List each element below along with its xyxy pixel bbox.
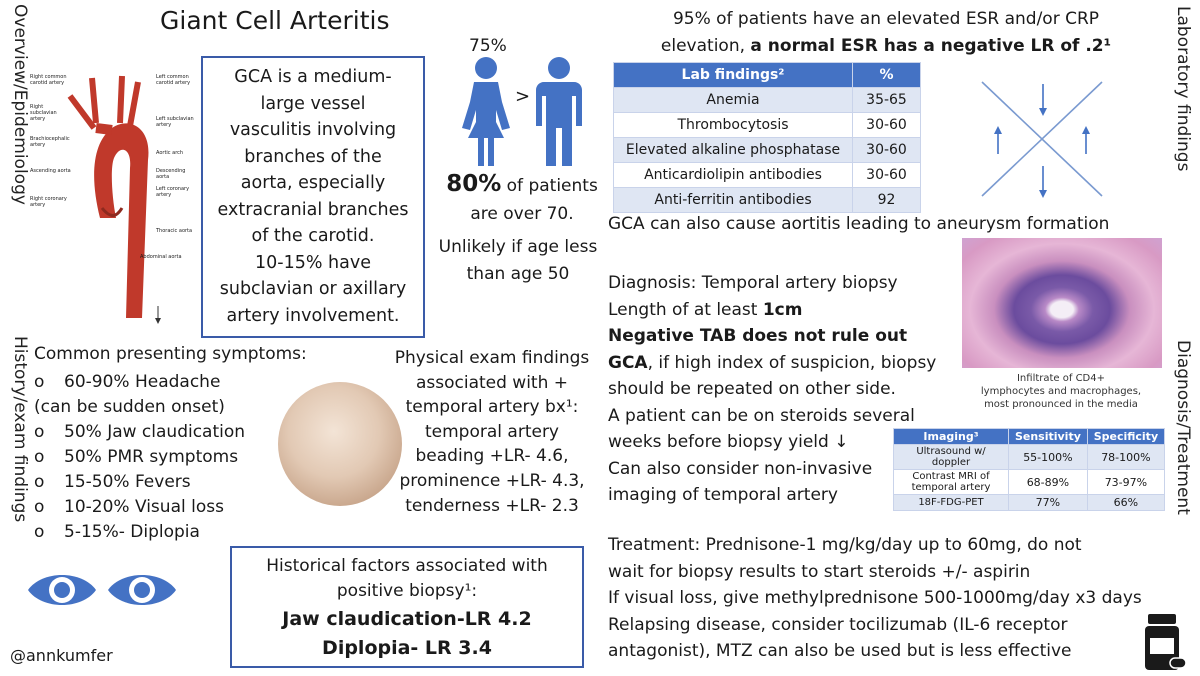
histology-caption-line: most pronounced in the media [984,399,1138,410]
label-brachiocephalic: Brachiocephalic artery [30,136,70,148]
symptom-text: 15-50% Fevers [64,472,191,492]
physical-exam-line: temporal artery bx¹: [405,397,579,418]
lab-percent-cell: 35-65 [853,88,921,113]
symptom-text: 60-90% Headache [64,372,221,392]
lab-percent-cell: 92 [853,188,921,213]
imaging-sensitivity-cell: 68-89% [1009,470,1088,495]
imaging-table-row [894,445,1165,470]
lab-trend-arrows [978,74,1108,206]
lab-finding-cell: Elevated alkaline phosphatase [614,138,853,163]
imaging-table-row [894,470,1165,495]
physical-exam-line: tenderness +LR- 2.3 [405,495,579,516]
dx-line8: Can also consider non-invasive [608,458,873,479]
dx-line9: imaging of temporal artery [608,485,838,505]
lab-percent-cell: 30-60 [853,138,921,163]
definition-line: extracranial branches [217,199,409,220]
side-label-diagnosis: Diagnosis/Treatment [1173,340,1193,515]
dx-line7: weeks before biopsy yield ↓ [608,432,849,452]
histology-caption [958,372,1164,411]
physical-exam-line: beading +LR- 4.6, [415,446,569,467]
definition-box [201,56,425,338]
dx-line5: should be repeated on other side. [608,379,896,399]
lab-header-percent: % [853,63,921,88]
symptom-item [34,495,245,520]
treatment-line: antagonist), MTZ can also be used but is less effective [608,641,1072,661]
symptom-text: 5-15%- Diplopia [64,522,200,542]
definition-line: 10-15% have [255,252,371,273]
lab-table-row [614,188,921,213]
definition-line: artery involvement. [226,305,400,326]
lab-table-header [614,63,921,88]
side-label-overview: Overview/Epidemiology [10,4,30,205]
label-left-coronary: Left coronary artery [156,186,190,198]
author-handle: @annkumfer [10,646,113,665]
historical-line2: positive biopsy¹: [336,581,478,601]
definition-line: GCA is a medium- [234,67,392,87]
physical-exam-line: Physical exam findings [394,348,590,368]
symptom-item [34,520,245,545]
label-right-coronary: Right coronary artery [30,196,67,208]
label-descending-aorta: Descending aorta [156,168,186,180]
historical-line3: Jaw claudication-LR 4.2 [282,608,532,630]
dx-line2a: Length of at least [608,299,763,320]
lab-table-row [614,163,921,188]
treatment-line: If visual loss, give methylprednisone 500-1000mg/day x3 days [608,588,1142,608]
lab-findings-table [613,62,921,213]
symptom-item [34,395,245,420]
male-icon [532,56,586,172]
lab-header-finding: Lab findings² [614,63,853,88]
bullet-marker: o [34,497,45,517]
imaging-header-sensitivity: Sensitivity [1009,429,1088,445]
symptom-item [34,420,245,445]
histology-caption-line: lymphocytes and macrophages, [980,386,1142,397]
imaging-modality-cell: 18F-FDG-PET [894,495,1009,511]
symptom-text: 10-20% Visual loss [64,497,224,517]
medication-icon [1144,614,1188,676]
lab-table-row [614,88,921,113]
bullet-marker: o [34,372,45,392]
lab-finding-cell: Thrombocytosis [614,113,853,138]
age-rest-1: of patients [501,176,598,196]
historical-factors-box [230,546,584,668]
unlikely-statement [428,234,608,288]
lab-intro-2a: elevation, [660,36,751,56]
imaging-sensitivity-cell: 55-100% [1009,445,1088,470]
imaging-specificity-cell: 66% [1087,495,1164,511]
definition-line: large vessel [260,93,366,114]
definition-line: vasculitis involving [229,120,397,140]
epidemiology-percent: 75% [469,36,507,56]
aortitis-statement: GCA can also cause aortitis leading to aneurysm formation [608,214,1110,234]
dx-line4b: , if high index of suspicion, biopsy [647,352,937,373]
definition-line: branches of the [244,146,382,167]
temporal-artery-photo [278,382,402,506]
lab-table-row [614,138,921,163]
imaging-specificity-cell: 78-100% [1087,445,1164,470]
age-rest-2: are over 70. [470,204,574,224]
imaging-sensitivity-cell: 77% [1009,495,1088,511]
lab-intro-2b: a normal ESR has a negative LR of .2¹ [750,36,1112,56]
imaging-header-specificity: Specificity [1087,429,1164,445]
physical-exam-line: prominence +LR- 4.3, [399,470,585,491]
lab-finding-cell: Anemia [614,88,853,113]
label-thoracic-aorta: Thoracic aorta [156,228,193,234]
dx-line2 [608,297,936,324]
imaging-modality-cell: Contrast MRI of temporal artery [894,470,1009,495]
symptom-text: 50% PMR symptoms [64,447,239,467]
label-left-common-carotid: Left common carotid artery [156,74,191,86]
lab-finding-cell: Anti-ferritin antibodies [614,188,853,213]
imaging-modality-cell: Ultrasound w/ doppler [894,445,1009,470]
age-statement [432,170,612,228]
dx-line4a: GCA [608,352,648,373]
treatment-line: Relapsing disease, consider tocilizumab (IL-6 receptor [608,614,1068,635]
imaging-table-header [894,429,1165,445]
unlikely-2: than age 50 [466,264,570,284]
bullet-marker: o [34,422,45,442]
treatment-line: Treatment: Prednisone-1 mg/kg/day up to 60mg, do not [608,535,1082,555]
definition-line: aorta, especially [240,173,386,193]
eye-icon-right [106,568,178,616]
histology-caption-line: Infiltrate of CD4+ [1016,373,1106,384]
lab-intro [612,6,1160,60]
dx-line6: A patient can be on steroids several [608,405,915,426]
dx-line4 [608,350,936,377]
dx-line3: Negative TAB does not rule out [608,326,908,346]
definition-line: subclavian or axillary [219,279,407,299]
definition-line: of the carotid. [251,226,375,246]
label-ascending-aorta: Ascending aorta [30,168,71,174]
label-left-subclavian: Left subclavian artery [156,116,194,128]
physical-exam-line: temporal artery [425,421,559,442]
symptom-text: 50% Jaw claudication [64,422,246,442]
imaging-specificity-cell: 73-97% [1087,470,1164,495]
bullet-marker: o [34,472,45,492]
page-title: Giant Cell Arteritis [160,6,390,35]
physical-exam-line: associated with + [415,372,569,393]
female-icon [458,56,514,172]
label-right-subclavian: Right subclavian artery [30,104,57,122]
label-aortic-arch: Aortic arch [156,150,184,156]
label-abdominal-aorta: Abdominal aorta [140,254,182,260]
label-right-common-carotid: Right common carotid artery [30,74,67,86]
eye-icon-left [26,568,98,616]
greater-than-sign: > [515,86,531,107]
physical-exam-findings [386,346,598,518]
lab-percent-cell: 30-60 [853,113,921,138]
symptom-text: (can be sudden onset) [34,397,225,417]
symptom-item [34,445,245,470]
imaging-header-modality: Imaging³ [894,429,1009,445]
symptom-item [34,370,245,395]
imaging-table [893,428,1165,511]
dx-line2b: 1cm [762,299,803,320]
lab-table-row [614,113,921,138]
treatment-line: wait for biopsy results to start steroids +/- aspirin [608,561,1031,582]
lab-intro-1: 95% of patients have an elevated ESR and/or CRP [672,9,1100,29]
unlikely-1: Unlikely if age less [438,237,598,257]
historical-line1: Historical factors associated with [266,556,548,576]
diagnosis-text [608,270,936,509]
treatment-text [608,532,1142,665]
histology-image [962,238,1162,368]
aorta-illustration [30,68,200,328]
symptom-item [34,470,245,495]
dx-line1: Diagnosis: Temporal artery biopsy [608,273,898,293]
historical-line4: Diplopia- LR 3.4 [322,637,492,659]
age-bold: 80% [446,171,502,197]
imaging-table-row [894,495,1165,511]
lab-percent-cell: 30-60 [853,163,921,188]
lab-finding-cell: Anticardiolipin antibodies [614,163,853,188]
symptoms-heading: Common presenting symptoms: [34,344,307,364]
bullet-marker: o [34,522,45,542]
side-label-laboratory: Laboratory findings [1173,6,1193,172]
bullet-marker: o [34,447,45,467]
symptoms-list [34,370,245,545]
side-label-history: History/exam findings [10,336,30,523]
